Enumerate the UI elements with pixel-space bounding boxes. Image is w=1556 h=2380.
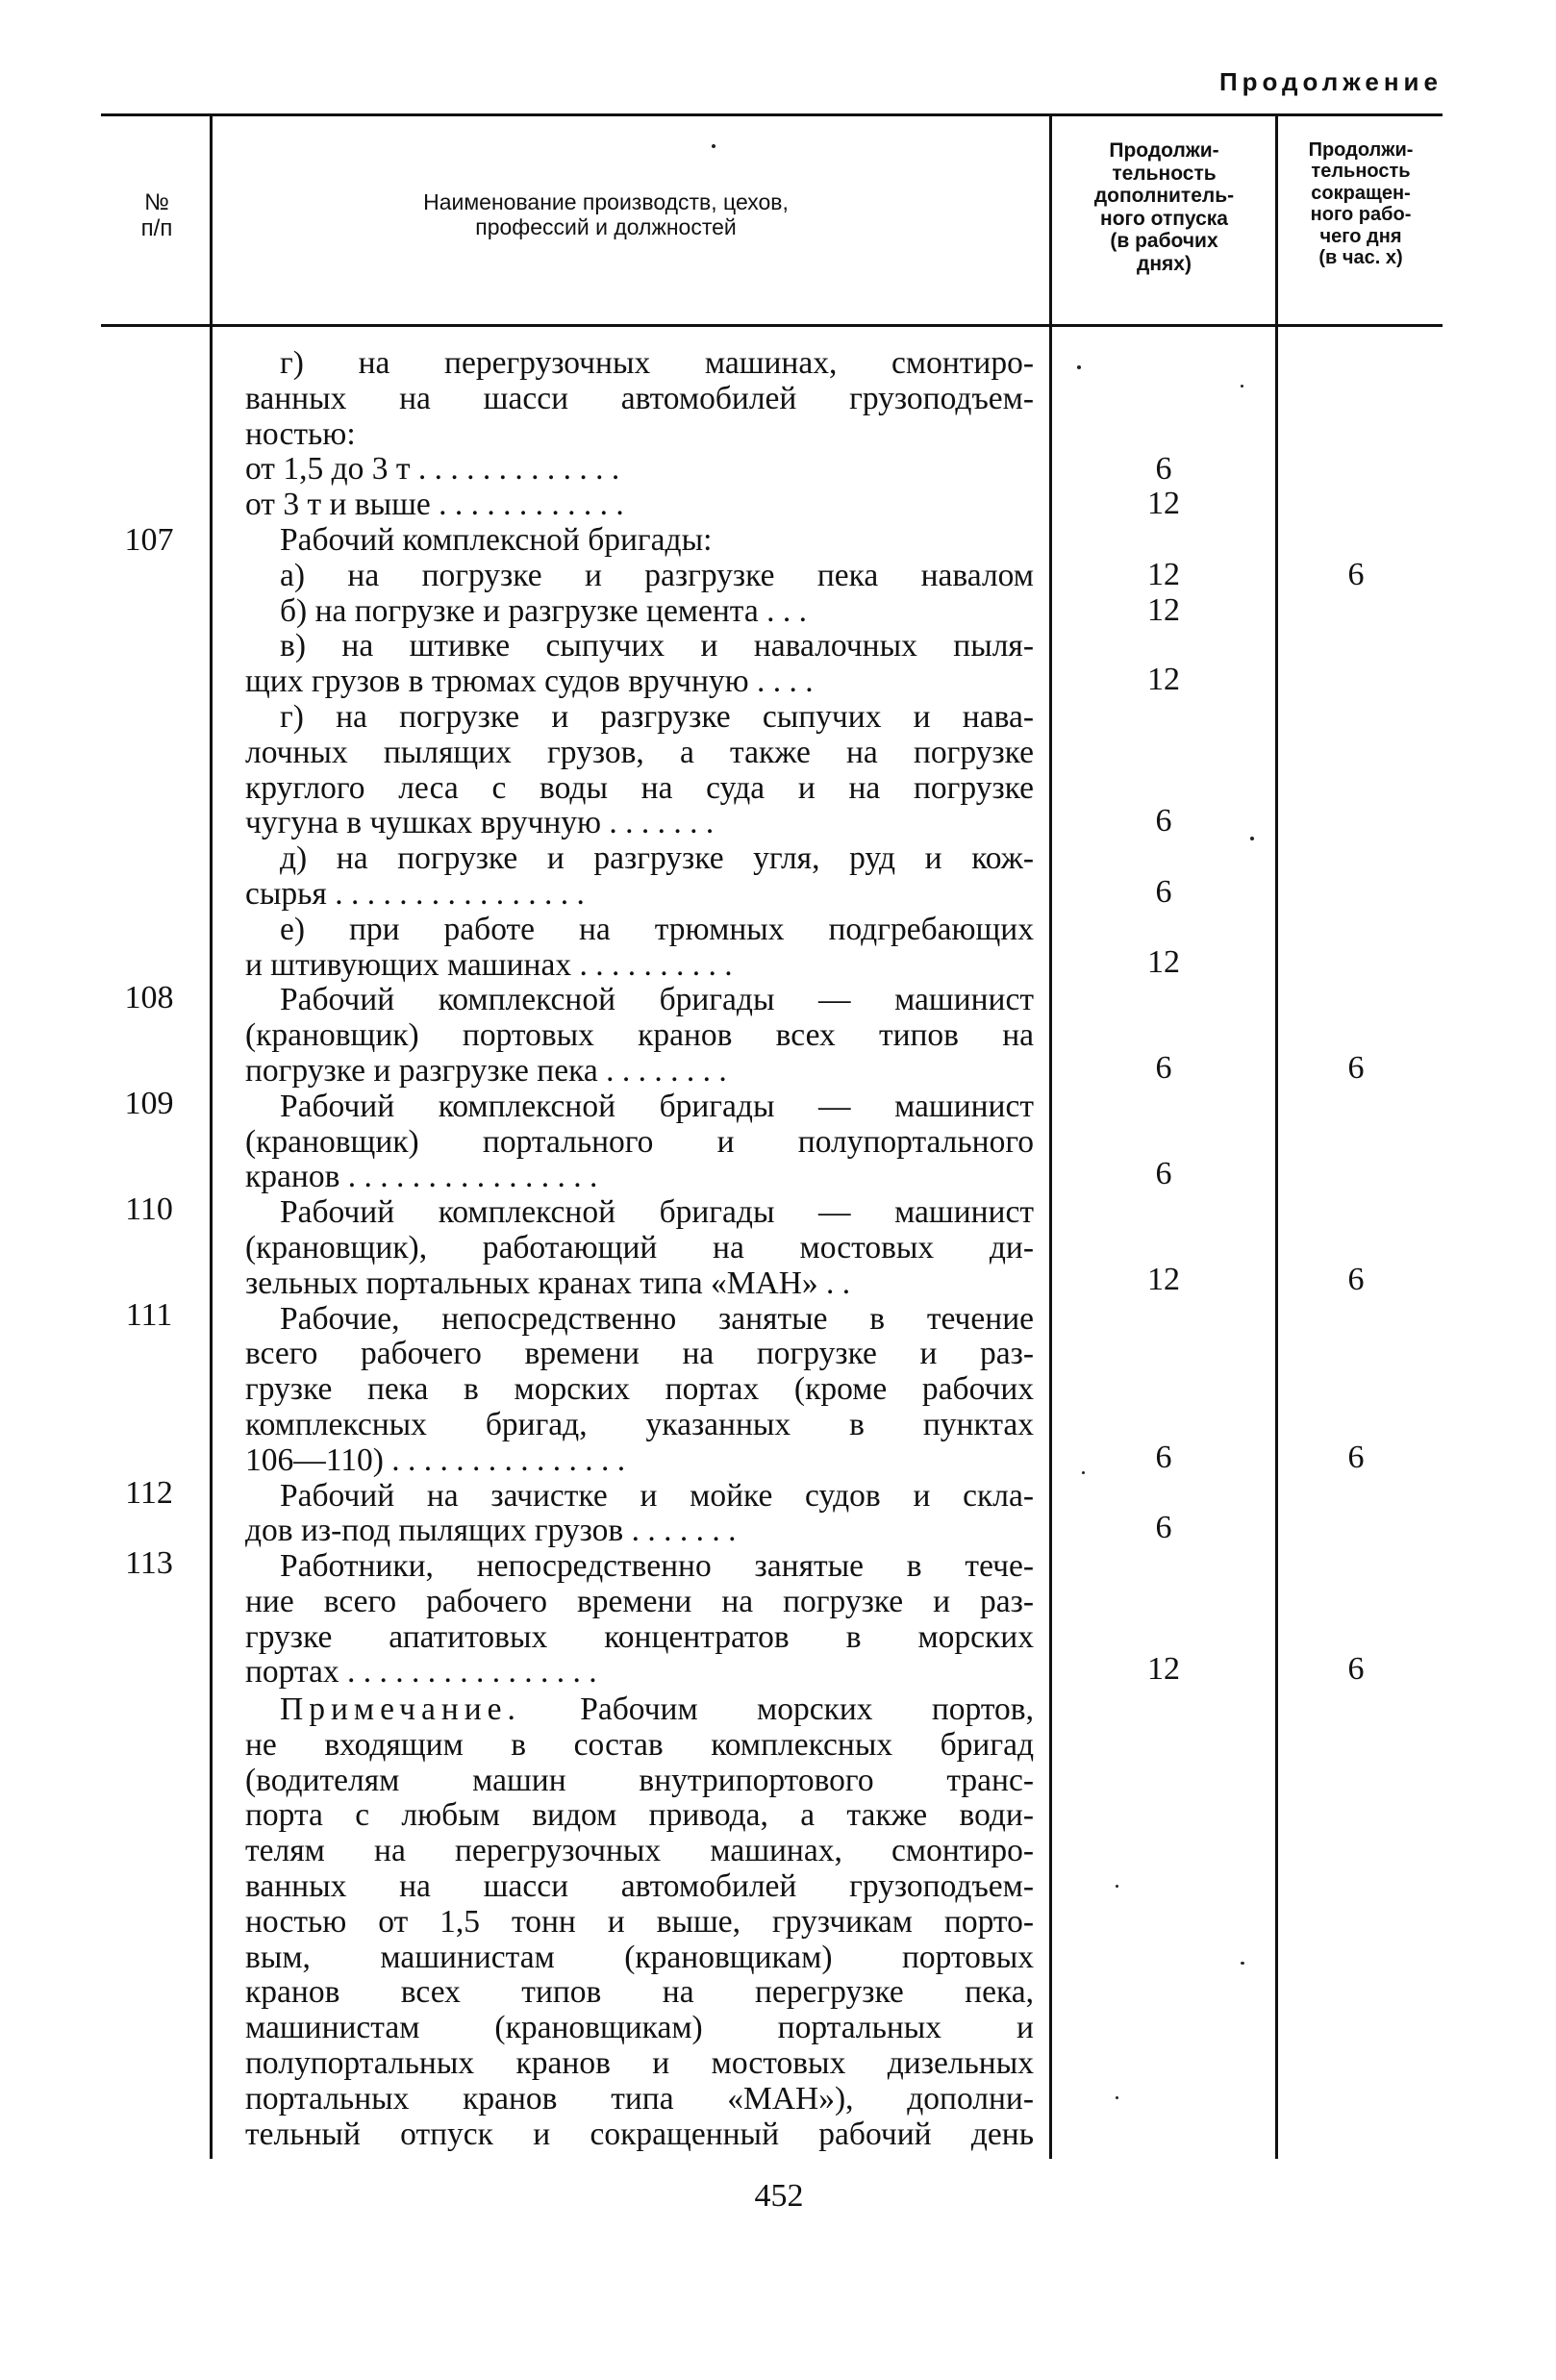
body-line: Рабочий комплексной бригады — машинист: [280, 1195, 1034, 1231]
body-line: сырья . . . . . . . . . . . . . . . .: [245, 876, 585, 912]
body-line: погрузке и разгрузке пека . . . . . . . .: [245, 1053, 727, 1089]
body-line: в) на штивке сыпучих и навалочных пыля-: [280, 629, 1034, 664]
note-line: не входящим в состав комплексных бригад: [245, 1727, 1034, 1763]
scan-speck: [1116, 2096, 1118, 2099]
body-line: Рабочий комплексной бригады:: [280, 522, 713, 558]
item-number: 111: [125, 1297, 173, 1333]
short-day-value: 6: [1347, 1651, 1365, 1687]
note-line: машинистам (крановщикам) портальных и: [245, 2011, 1034, 2046]
body-line: а) на погрузке и разгрузке пека навалом: [280, 558, 1034, 593]
body-line: (крановщик) портовых кранов всех типов на: [245, 1018, 1034, 1054]
body-line: портах . . . . . . . . . . . . . . . .: [245, 1655, 597, 1691]
column-divider-1: [210, 116, 213, 324]
scan-speck: [1241, 385, 1243, 388]
body-line: дов из-под пылящих грузов . . . . . . .: [245, 1514, 737, 1549]
note-line: полупортальных кранов и мостовых дизельных: [245, 2045, 1034, 2081]
leave-value: 6: [1155, 1440, 1172, 1475]
note-line: вым, машинистам (крановщикам) портовых: [245, 1940, 1034, 1975]
note-line: кранов всех типов на перегрузке пека,: [245, 1975, 1034, 2011]
leave-value: 6: [1155, 803, 1172, 839]
body-line: ванных на шасси автомобилей грузоподъем-: [245, 381, 1034, 416]
note-paragraph: [245, 1692, 1034, 2152]
body-line: Работники, непосредственно занятые в тече-: [280, 1549, 1034, 1585]
scan-speck: [1116, 1885, 1118, 1888]
body-line: кранов . . . . . . . . . . . . . . . .: [245, 1160, 598, 1195]
body-line: зельных портальных кранах типа «МАН» . .: [245, 1265, 851, 1301]
body-line: ние всего рабочего времени на погрузке и раз-: [245, 1584, 1034, 1619]
column-divider-4: [1275, 116, 1278, 2159]
item-number: 109: [124, 1086, 174, 1121]
item-number: 107: [124, 522, 174, 558]
body-line: (крановщик) портального и полупортального: [245, 1124, 1034, 1160]
column-divider-2: [210, 327, 213, 2159]
scan-speck: [1077, 365, 1081, 369]
scan-speck: [1241, 1962, 1244, 1965]
note-line: портальных кранов типа «МАН»), дополни-: [245, 2081, 1034, 2117]
body-line: щих грузов в трюмах судов вручную . . . .: [245, 664, 814, 700]
leave-value: 12: [1147, 486, 1180, 521]
scan-speck: [1250, 837, 1254, 840]
body-line: Рабочие, непосредственно занятые в течение: [280, 1301, 1034, 1337]
body-line: от 1,5 до 3 т . . . . . . . . . . . . .: [245, 452, 620, 488]
note-label: Примечание.: [280, 1692, 521, 1727]
body-line: всего рабочего времени на погрузке и раз-: [245, 1337, 1034, 1372]
short-day-value: 6: [1347, 557, 1365, 592]
note-line: Примечание. Рабочим морских портов,: [280, 1692, 1034, 1727]
body-line: круглого леса с воды на суда и на погрузке: [245, 770, 1034, 806]
body-line: д) на погрузке и разгрузке угля, руд и кож-: [280, 841, 1034, 877]
table-top-rule: [101, 113, 1443, 116]
leave-value: 12: [1147, 557, 1180, 592]
leave-value: 12: [1147, 1262, 1180, 1297]
leave-value: 6: [1155, 874, 1172, 910]
body-line: чугуна в чушках вручную . . . . . . .: [245, 806, 715, 841]
leave-value: 6: [1155, 1050, 1172, 1086]
body-line: г) на перегрузочных машинах, смонтиро-: [280, 346, 1034, 381]
leave-value: 12: [1147, 592, 1180, 628]
leave-value: 6: [1155, 1156, 1172, 1191]
header-short-day-col: Продолжи- тельность сокращен- ного рабо- чего дня (в час. х): [1308, 139, 1414, 268]
short-day-value: 6: [1347, 1440, 1365, 1475]
note-line: тельный отпуск и сокращенный рабочий день: [245, 2117, 1034, 2152]
body-line: комплексных бригад, указанных в пунктах: [245, 1407, 1034, 1442]
page-number: 452: [754, 2178, 804, 2214]
body-line: Рабочий комплексной бригады — машинист: [280, 1089, 1034, 1124]
body-line: е) при работе на трюмных подгребающих: [280, 912, 1034, 947]
header-name-col: Наименование производств, цехов, профессий и должностей: [423, 189, 789, 239]
note-line: (водителям машин внутрипортового транс-: [245, 1763, 1034, 1798]
short-day-value: 6: [1347, 1262, 1365, 1297]
leave-value: 12: [1147, 1651, 1180, 1687]
item-number: 108: [124, 980, 174, 1015]
body-line: Рабочий на зачистке и мойке судов и скла-: [280, 1478, 1034, 1514]
note-line: ностью от 1,5 тонн и выше, грузчикам порто-: [245, 1904, 1034, 1940]
item-number: 110: [125, 1191, 173, 1227]
body-line: от 3 т и выше . . . . . . . . . . . .: [245, 488, 624, 523]
note-line: телям на перегрузочных машинах, смонтиро-: [245, 1834, 1034, 1869]
item-number: 113: [125, 1545, 173, 1581]
scan-speck: [1082, 1471, 1085, 1474]
body-line: грузке пека в морских портах (кроме рабочих: [245, 1372, 1034, 1408]
body-line: Рабочий комплексной бригады — машинист: [280, 983, 1034, 1018]
body-line: (крановщик), работающий на мостовых ди-: [245, 1230, 1034, 1265]
body-line: грузке апатитовых концентратов в морских: [245, 1619, 1034, 1655]
leave-value: 12: [1147, 944, 1180, 980]
leave-value: 6: [1155, 1510, 1172, 1545]
table-body-text: [245, 346, 1034, 1691]
body-line: 106—110) . . . . . . . . . . . . . . .: [245, 1442, 626, 1478]
header-leave-col: Продолжи- тельность дополнитель- ного отпуска (в рабочих днях): [1093, 139, 1235, 275]
note-line: порта с любым видом привода, а также води-: [245, 1798, 1034, 1834]
body-line: г) на погрузке и разгрузке сыпучих и нава-: [280, 699, 1034, 735]
body-line: лочных пылящих грузов, а также на погрузке: [245, 735, 1034, 770]
body-line: ностью:: [245, 416, 356, 452]
header-number-col: № п/п: [140, 189, 173, 241]
body-line: и штивующих машинах . . . . . . . . . .: [245, 947, 733, 983]
short-day-value: 6: [1347, 1050, 1365, 1086]
column-divider-3: [1049, 116, 1052, 2159]
note-line: ванных на шасси автомобилей грузоподъем-: [245, 1868, 1034, 1904]
body-line: б) на погрузке и разгрузке цемента . . .: [280, 593, 807, 629]
item-number: 112: [125, 1475, 173, 1511]
header-bottom-rule: [101, 324, 1443, 327]
leave-value: 12: [1147, 662, 1180, 697]
leave-value: 6: [1155, 451, 1172, 487]
scan-speck: [712, 144, 715, 148]
continuation-label: Продолжение: [1218, 67, 1443, 96]
